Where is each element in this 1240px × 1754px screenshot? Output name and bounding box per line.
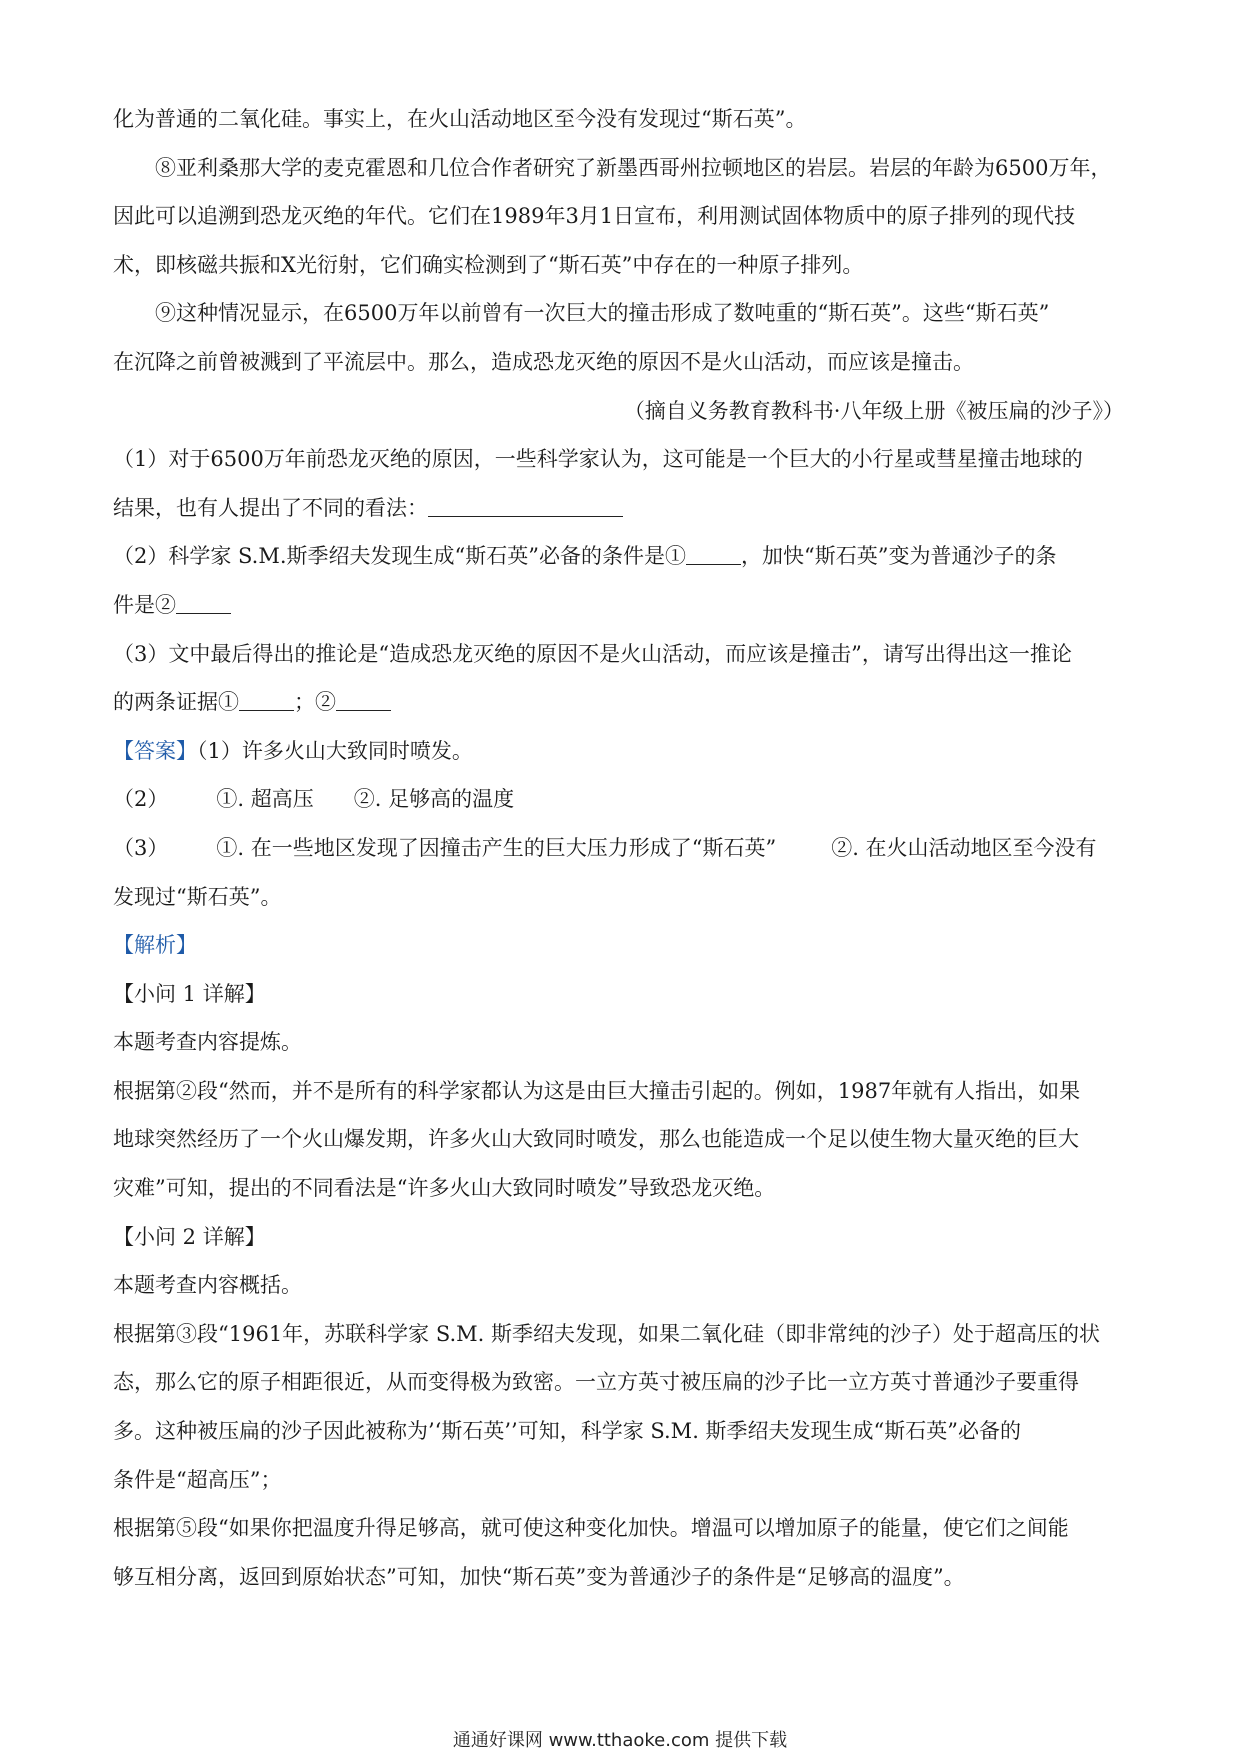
answer-2-number: （2） (113, 787, 169, 812)
analysis-label: 【解析】 (113, 933, 197, 958)
question-2-line-2 (113, 581, 1128, 630)
answer-blank (686, 544, 741, 565)
answer-line-1 (113, 727, 1128, 776)
question-2-line-1 (113, 532, 1128, 581)
answer-line-3 (113, 824, 1128, 873)
document-page (113, 95, 1128, 1601)
answer-1: （1）许多火山大致同时喷发。 (197, 738, 473, 763)
question-2-text-a: （2）科学家 S.M.斯季绍夫发现生成“斯石英”必备的条件是① (113, 544, 686, 569)
passage-p9-line-2: 在沉降之前曾被溅到了平流层中。那么，造成恐龙灭绝的原因不是火山活动，而应该是撞击。 (113, 349, 974, 374)
answer-2-item-1: ①. 超高压 (216, 787, 314, 812)
page-footer: 通通好课网 www.tthaoke.com 提供下载 (452, 1730, 788, 1751)
passage-p9-line-1: ⑨这种情况显示，在6500万年以前曾有一次巨大的撞击形成了数吨重的“斯石英”。这些“斯石英” (155, 301, 1050, 326)
analysis-sub2-line-5: 条件是“超高压”； (113, 1467, 282, 1492)
passage-p8-line-2: 因此可以追溯到恐龙灭绝的年代。它们在1989年3月1日宣布，利用测试固体物质中的原子排列的现代技 (113, 204, 1076, 229)
question-3-line-2 (113, 678, 1128, 727)
analysis-sub1-line-2: 根据第②段“然而，并不是所有的科学家都认为这是由巨大撞击引起的。例如，1987年就有人指出，如果 (113, 1078, 1081, 1103)
question-1-line-1: （1）对于6500万年前恐龙灭绝的原因，一些科学家认为，这可能是一个巨大的小行星或彗星撞击地球的 (113, 447, 1083, 472)
analysis-sub2-line-6: 根据第⑤段“如果你把温度升得足够高，就可使这种变化加快。增温可以增加原子的能量，使它们之间能 (113, 1516, 1069, 1541)
passage-p8-line-3: 术，即核磁共振和X光衍射，它们确实检测到了“斯石英”中存在的一种原子排列。 (113, 252, 864, 277)
question-3-line-1: （3）文中最后得出的推论是“造成恐龙灭绝的原因不是火山活动，而应该是撞击”，请写出得出这一推论 (113, 641, 1072, 666)
question-2-text-c: 件是② (113, 592, 176, 617)
question-2-text-b: ，加快“斯石英”变为普通沙子的条 (741, 544, 1057, 569)
analysis-sub2-line-7: 够互相分离，返回到原始状态”可知，加快“斯石英”变为普通沙子的条件是“足够高的温度”。 (113, 1564, 965, 1589)
answer-blank (239, 690, 294, 711)
analysis-sub2-line-4: 多。这种被压扁的沙子因此被称为’‘斯石英’’可知，科学家 S.M. 斯季绍夫发现生成“斯石英”必备的 (113, 1419, 1022, 1444)
answer-line-2 (113, 775, 1128, 824)
question-3-text-a: 的两条证据① (113, 690, 239, 715)
answer-line-4: 发现过“斯石英”。 (113, 884, 282, 909)
analysis-sub2-line-2: 根据第③段“1961年，苏联科学家 S.M. 斯季绍夫发现，如果二氧化硅（即非常纯的沙子）处于超高压的状 (113, 1321, 1101, 1346)
answer-2-item-2: ②. 足够高的温度 (353, 787, 515, 812)
analysis-sub2-line-1: 本题考查内容概括。 (113, 1273, 302, 1298)
passage-p8-line-1: ⑧亚利桑那大学的麦克霍恩和几位合作者研究了新墨西哥州拉顿地区的岩层。岩层的年龄为6500万年， (155, 155, 1112, 180)
analysis-sub1-title: 【小问 1 详解】 (113, 981, 266, 1006)
analysis-sub1-line-3: 地球突然经历了一个火山爆发期，许多火山大致同时喷发，那么也能造成一个足以使生物大量灭绝的巨大 (113, 1127, 1079, 1152)
question-3-text-b: ；② (294, 690, 336, 715)
answer-3-item-2: ②. 在火山活动地区至今没有 (831, 835, 1097, 860)
question-1-text: 结果，也有人提出了不同的看法： (113, 495, 428, 520)
analysis-sub2-title: 【小问 2 详解】 (113, 1224, 266, 1249)
analysis-sub1-line-4: 灾难”可知，提出的不同看法是“许多火山大致同时喷发”导致恐龙灭绝。 (113, 1176, 776, 1201)
answer-3-item-1: ①. 在一些地区发现了因撞击产生的巨大压力形成了“斯石英” (216, 835, 777, 860)
answer-blank (428, 496, 623, 517)
answer-blank (176, 593, 231, 614)
analysis-sub2-line-3: 态，那么它的原子相距很近，从而变得极为致密。一立方英寸被压扁的沙子比一立方英寸普通沙子要重得 (113, 1370, 1079, 1395)
answer-label: 【答案】 (113, 738, 197, 763)
question-1-line-2 (113, 484, 1128, 533)
analysis-sub1-line-1: 本题考查内容提炼。 (113, 1030, 302, 1055)
passage-line-1: 化为普通的二氧化硅。事实上，在火山活动地区至今没有发现过“斯石英”。 (113, 107, 807, 131)
answer-3-number: （3） (113, 835, 169, 860)
passage-source: （摘自义务教育教科书·八年级上册《被压扁的沙子》） (623, 398, 1124, 423)
answer-blank (336, 690, 391, 711)
